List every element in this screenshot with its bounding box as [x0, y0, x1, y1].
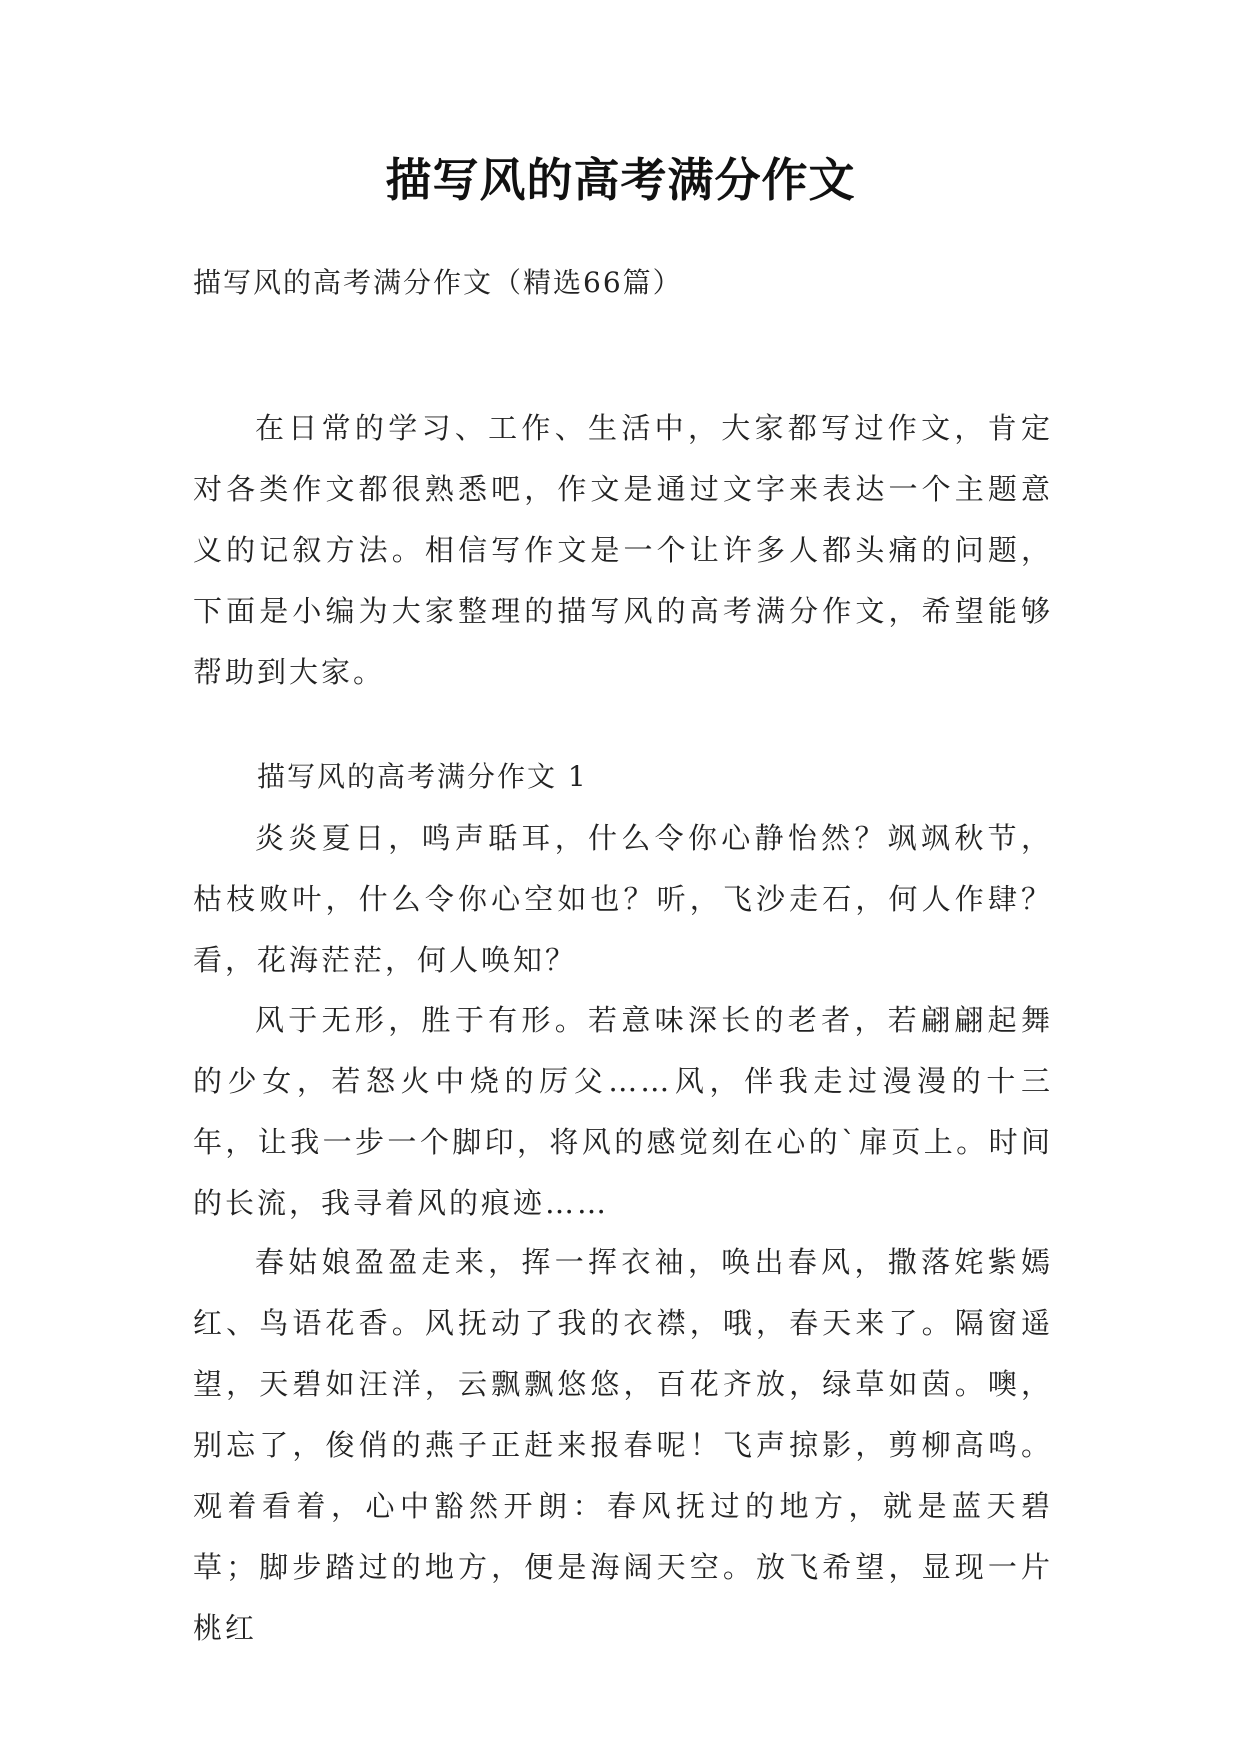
essay-paragraph-1: 炎炎夏日，鸣声聒耳，什么令你心静怡然？飒飒秋节，枯枝败叶，什么令你心空如也？听，飞沙走石，何人作肆？看，花海茫茫，何人唤知？	[193, 821, 1053, 977]
essay-heading: 描写风的高考满分作文 1	[257, 760, 588, 793]
document-subtitle: 描写风的高考满分作文（精选66篇）	[193, 266, 683, 299]
document-title: 描写风的高考满分作文	[385, 153, 856, 207]
intro-paragraph: 在日常的学习、工作、生活中，大家都写过作文，肯定对各类作文都很熟悉吧，作文是通过文字来表达一个主题意义的记叙方法。相信写作文是一个让许多人都头痛的问题，下面是小编为大家整理的描写风的高考满分作文，希望能够帮助到大家。	[193, 411, 1053, 689]
essay-paragraph-2: 风于无形，胜于有形。若意味深长的老者，若翩翩起舞的少女，若怒火中烧的厉父……风，伴我走过漫漫的十三年，让我一步一个脚印，将风的感觉刻在心的`扉页上。时间的长流，我寻着风的痕迹……	[193, 1003, 1053, 1220]
essay-paragraph-3: 春姑娘盈盈走来，挥一挥衣袖，唤出春风，撒落姹紫嫣红、鸟语花香。风抚动了我的衣襟，哦，春天来了。隔窗遥望，天碧如汪洋，云飘飘悠悠，百花齐放，绿草如茵。噢，别忘了，俊俏的燕子正赶来报春呢！飞声掠影，剪柳高鸣。观着看着，心中豁然开朗：春风抚过的地方，就是蓝天碧草；脚步踏过的地方，便是海阔天空。放飞希望，显现一片桃红	[193, 1245, 1053, 1645]
